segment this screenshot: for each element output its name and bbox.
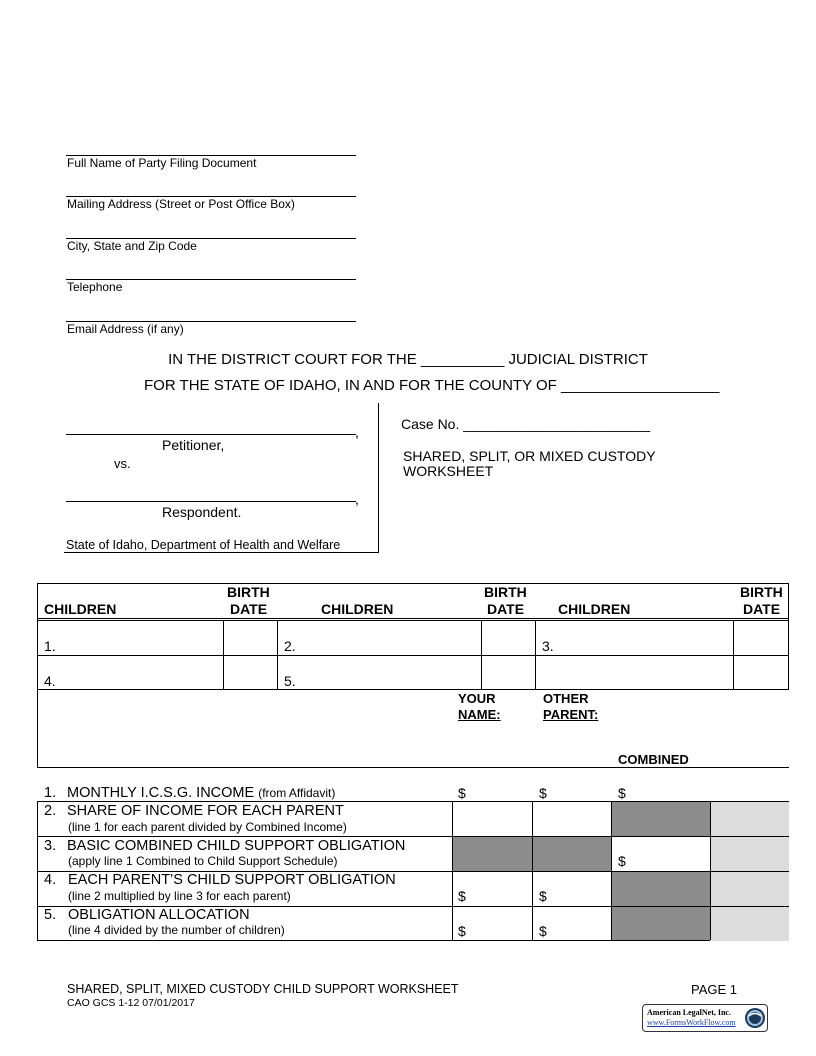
line-2-subtitle: (line 1 for each parent divided by Combined Income) [68, 820, 347, 834]
city-state-zip-label: City, State and Zip Code [67, 239, 197, 253]
form-title-line-1: SHARED, SPLIT, OR MIXED CUSTODY [403, 448, 656, 464]
line-4-subtitle: (line 2 multiplied by line 3 for each parent) [68, 889, 291, 903]
line-5-your-dollar[interactable]: $ [458, 923, 466, 939]
line-4-combined-shaded [611, 871, 710, 906]
email-label: Email Address (if any) [67, 322, 184, 336]
petitioner-label: Petitioner, [162, 437, 225, 453]
date-header-1: DATE [230, 601, 268, 617]
grid-top [37, 801, 789, 802]
line-1-number: 1. [44, 785, 57, 801]
state-label: State of Idaho, Department of Health and Welfare [66, 538, 341, 552]
respondent-label: Respondent. [162, 504, 242, 520]
court-line-2: FOR THE STATE OF IDAHO, IN AND FOR THE COUNTY OF ___________________ [144, 377, 720, 394]
child-row-3[interactable]: 3. [542, 638, 554, 654]
combined-label: COMBINED [618, 752, 689, 767]
col-divider-1 [223, 620, 224, 690]
respondent-line[interactable] [66, 501, 356, 502]
children-header-divider-2 [37, 620, 789, 621]
line-5-subtitle: (line 4 divided by the number of children) [68, 923, 285, 937]
logo-url: www.FormsWorkFlow.com [647, 1018, 736, 1027]
court-line-1: IN THE DISTRICT COURT FOR THE __________ JUDICIAL DISTRICT [168, 351, 648, 368]
full-name-label: Full Name of Party Filing Document [67, 156, 257, 170]
line-3-your-shaded [452, 836, 532, 871]
petitioner-line[interactable] [66, 434, 356, 435]
date-header-2: DATE [487, 601, 525, 617]
line-5-title: OBLIGATION ALLOCATION [68, 907, 250, 923]
line-5-extra-shaded [710, 906, 789, 941]
children-table-frame [37, 583, 789, 690]
col-divider-4 [535, 620, 536, 690]
col-divider-3 [481, 620, 482, 690]
line-3-number: 3. [44, 838, 57, 854]
page-number: PAGE 1 [691, 982, 738, 997]
line-5-other-dollar[interactable]: $ [539, 923, 547, 939]
line-1-combined-dollar[interactable]: $ [618, 785, 626, 801]
line-5-number: 5. [44, 907, 57, 923]
footer-code: CAO GCS 1-12 07/01/2017 [67, 997, 195, 1009]
line-1-other-dollar[interactable]: $ [539, 785, 547, 801]
col-divider-2 [277, 620, 278, 690]
logo-name: American LegalNet, Inc. [647, 1008, 731, 1017]
footer-title: SHARED, SPLIT, MIXED CUSTODY CHILD SUPPORT WORKSHEET [67, 982, 459, 996]
respondent-comma: , [355, 491, 359, 507]
form-title-line-2: WORKSHEET [403, 463, 494, 479]
other-parent-label-1: OTHER [543, 691, 589, 706]
children-header-2: CHILDREN [321, 601, 394, 617]
line-1-subtitle: (from Affidavit) [258, 786, 336, 800]
grid-your-left [452, 801, 453, 940]
children-header-1: CHILDREN [44, 601, 117, 617]
birth-header-2: BIRTH [484, 584, 527, 600]
grid-combined-right [710, 801, 711, 940]
grid-left [37, 801, 38, 940]
line-1-title-text: MONTHLY I.C.S.G. INCOME [67, 785, 255, 801]
line-3-combined-dollar[interactable]: $ [618, 853, 626, 869]
birth-header-1: BIRTH [227, 584, 270, 600]
grid-other-left [532, 801, 533, 940]
petitioner-comma: , [355, 424, 359, 440]
your-name-label-2: NAME: [458, 707, 501, 722]
line-2-extra-shaded [710, 801, 789, 836]
line-3-subtitle: (apply line 1 Combined to Child Support Schedule) [68, 854, 338, 868]
caption-bottom-border [64, 552, 379, 553]
line-4-other-dollar[interactable]: $ [539, 888, 547, 904]
child-row-4[interactable]: 4. [44, 673, 56, 689]
line-4-extra-shaded [710, 871, 789, 906]
child-row-1[interactable]: 1. [44, 638, 56, 654]
case-number: Case No. ________________________ [401, 416, 651, 432]
grid-bottom [37, 940, 710, 941]
children-row-divider [37, 655, 789, 656]
telephone-label: Telephone [67, 280, 123, 294]
globe-icon [744, 1007, 766, 1029]
vs-label: vs. [114, 456, 131, 471]
line-3-title: BASIC COMBINED CHILD SUPPORT OBLIGATION [67, 838, 406, 854]
birth-header-3: BIRTH [740, 584, 783, 600]
line-2-combined-shaded [611, 801, 710, 836]
caption-right-border [378, 403, 379, 552]
american-legalnet-logo[interactable] [642, 1004, 768, 1032]
line-2-number: 2. [44, 803, 57, 819]
col-divider-5 [733, 620, 734, 690]
line-2-title: SHARE OF INCOME FOR EACH PARENT [67, 803, 344, 819]
child-row-5[interactable]: 5. [284, 673, 296, 689]
grid-combined-left [611, 801, 612, 940]
line-3-extra-shaded [710, 836, 789, 871]
mailing-address-label: Mailing Address (Street or Post Office Box) [67, 197, 295, 211]
child-row-2[interactable]: 2. [284, 638, 296, 654]
children-header-divider [37, 618, 789, 619]
children-header-3: CHILDREN [558, 601, 631, 617]
section-left-border [37, 690, 38, 768]
line-4-number: 4. [44, 872, 57, 888]
line-1-your-dollar[interactable]: $ [458, 785, 466, 801]
other-parent-label-2: PARENT: [543, 707, 599, 722]
date-header-3: DATE [743, 601, 781, 617]
grid-row-2-3 [37, 836, 789, 837]
line-3-other-shaded [532, 836, 611, 871]
line-4-your-dollar[interactable]: $ [458, 888, 466, 904]
line-1-title [67, 785, 335, 801]
line-5-combined-shaded [611, 906, 710, 941]
section-bottom-border [37, 767, 789, 768]
line-4-title: EACH PARENT’S CHILD SUPPORT OBLIGATION [68, 872, 396, 888]
your-name-label-1: YOUR [458, 691, 496, 706]
